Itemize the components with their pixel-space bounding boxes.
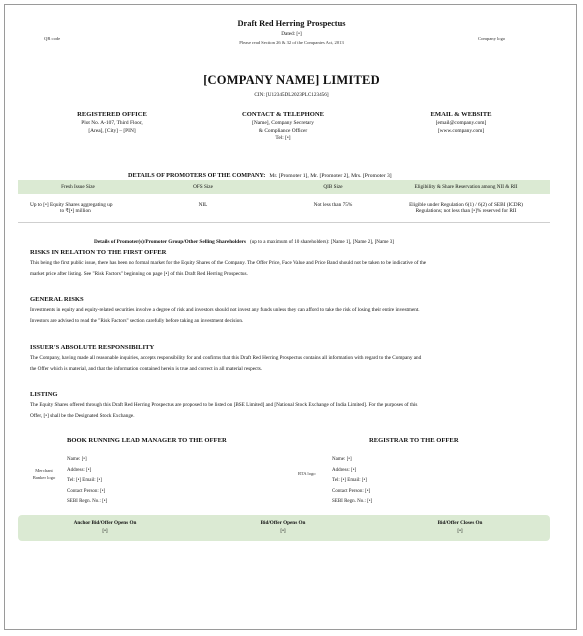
- bid-closes-value: [•]: [457, 528, 463, 534]
- bid-closes-label: Bid/Offer Closes On: [437, 520, 483, 526]
- registrar-name: Name: [•]: [332, 457, 352, 462]
- company-website: [www.company.com]: [437, 127, 485, 134]
- section-issuer-responsibility: [30, 344, 542, 374]
- registrar-sebi-regn: SEBI Regn. No.: [•]: [332, 499, 373, 504]
- brlm-address: Address: [•]: [67, 467, 92, 473]
- rta-logo-placeholder: RTA logo: [298, 471, 316, 476]
- email-website-block: [391, 111, 531, 135]
- qr-code-placeholder: QR code: [44, 36, 61, 41]
- registrar-tel-email: Tel: [•] Email: [•]: [332, 478, 367, 483]
- statutory-note: Please read Section 26 & 32 of the Companies Act, 2013: [239, 40, 344, 45]
- brlm-name: Name: [•]: [67, 457, 87, 462]
- registrar-address: Address: [•]: [332, 467, 357, 473]
- risks-first-line2: market price after listing. See "Risk Factors" beginning on page [•] of this Draft Red Herring Prospectus.: [30, 270, 248, 277]
- issuer-title: ISSUER'S ABSOLUTE RESPONSIBILITY: [30, 344, 155, 351]
- general-risks-title: GENERAL RISKS: [30, 296, 84, 303]
- company-name: [COMPANY NAME] LIMITED: [203, 73, 380, 87]
- listing-line1: The Equity Shares offered through this Draft Red Herring Prospectus are proposed to be listed on [BSE Limited] and [National Stock Exchange of India Limited]. For the purposes of this: [30, 402, 418, 408]
- contact-block: [213, 111, 353, 143]
- anchor-bid-block: [30, 520, 180, 534]
- bid-opens-label: Bid/Offer Opens On: [260, 520, 306, 526]
- registered-office-line2: [Area], [City] – [PIN]: [88, 127, 136, 134]
- header-eligibility: Eligibility & Share Reservation among NII & RII: [414, 184, 518, 190]
- header-fresh-issue: Fresh Issue Size: [61, 184, 95, 190]
- email-website-title: EMAIL & WEBSITE: [430, 111, 492, 118]
- listing-title: LISTING: [30, 391, 58, 398]
- selling-value: (up to a maximum of 10 shareholders): [Name 1], [Name 2], [Name 3]: [249, 239, 394, 245]
- merchant-banker-logo-placeholder: [22, 468, 66, 481]
- general-risks-line2: Investors are advised to read the "Risk Factors" section carefully before taking an investment decision.: [30, 317, 244, 324]
- contact-line3: Tel: [•]: [275, 135, 291, 142]
- cell-qib: Not less than 75%: [313, 202, 353, 208]
- brlm-tel-email: Tel: [•] Email: [•]: [67, 478, 102, 483]
- registrar-details: [332, 455, 372, 508]
- promoters-value: Mr. [Promoter 1], Mr. [Promoter 2], Mrs. [Promoter 3]: [269, 173, 392, 179]
- selling-label: Details of Promoter(s)/Promoter Group/Other Selling Shareholders: [94, 239, 246, 245]
- registered-office-line1: Plot No. A-107, Third Floor,: [81, 120, 143, 126]
- cell-eligibility: [382, 202, 550, 215]
- document-title: Draft Red Herring Prospectus: [237, 19, 346, 28]
- issuer-line1: The Company, having made all reasonable inquiries, accepts responsibility for and confirms that this Draft Red Herring Prospectus contains all information with regard to the Company and: [30, 355, 422, 361]
- risks-first-title: RISKS IN RELATION TO THE FIRST OFFER: [30, 249, 167, 256]
- selling-shareholders: [94, 230, 544, 248]
- eligibility-line2: Regulations; not less than [•]% reserved for RII: [415, 208, 517, 215]
- brlm-sebi-regn: SEBI Regn. No.: [•]: [67, 499, 108, 504]
- section-risks-first-offer: [30, 249, 542, 279]
- anchor-bid-label: Anchor Bid/Offer Opens On: [73, 520, 137, 526]
- eligibility-line1: Eligible under Regulation 6(1) / 6(2) of SEBI (ICDR): [409, 202, 523, 208]
- issuer-line2: the Offer which is material, and that the information contained herein is true and correct in all material respects.: [30, 365, 263, 372]
- header-ofs: OFS Size: [193, 184, 213, 190]
- bid-opens-value: [•]: [280, 528, 286, 534]
- brlm-title: BOOK RUNNING LEAD MANAGER TO THE OFFER: [67, 437, 227, 444]
- header-qib: QIB Size: [323, 184, 343, 190]
- brlm-details: [67, 455, 107, 508]
- bid-opens-block: [208, 520, 358, 534]
- general-risks-line1: Investments in equity and equity-related securities involve a degree of risk and investors should not invest any funds unless they can afford to take the risk of losing their entire investment.: [30, 307, 420, 313]
- contact-line1: [Name], Company Secretary: [252, 120, 314, 126]
- fresh-issue-line2: to ₹[•] million: [60, 208, 91, 215]
- brlm-contact-person: Contact Person: [•]: [67, 488, 106, 494]
- cell-fresh-issue: [30, 202, 140, 215]
- listing-line2: Offer, [•] shall be the Designated Stock Exchange.: [30, 412, 135, 419]
- contact-line2: & Compliance Officer: [258, 127, 308, 134]
- company-cin: CIN: [U12345DL2023PLC123456]: [254, 92, 329, 98]
- company-email: [email@company.com]: [435, 120, 487, 126]
- document-date: Dated: [•]: [281, 31, 302, 37]
- registered-office-title: REGISTERED OFFICE: [77, 111, 147, 118]
- bid-closes-block: [385, 520, 535, 534]
- section-listing: [30, 391, 542, 421]
- registered-office-block: [42, 111, 182, 135]
- table-divider: [18, 222, 550, 223]
- fresh-issue-line1: Up to [•] Equity Shares aggregating up: [30, 202, 113, 208]
- merchant-logo-line2: Banker logo: [32, 474, 56, 480]
- section-general-risks: [30, 296, 542, 326]
- registrar-title: REGISTRAR TO THE OFFER: [369, 437, 459, 444]
- merchant-logo-line1: Merchant: [35, 468, 53, 473]
- contact-title: CONTACT & TELEPHONE: [241, 111, 325, 118]
- company-logo-placeholder: Company logo: [478, 36, 506, 41]
- registrar-contact-person: Contact Person: [•]: [332, 488, 371, 494]
- promoters-label: DETAILS OF PROMOTERS OF THE COMPANY:: [128, 172, 266, 179]
- risks-first-line1: This being the first public issue, there has been no formal market for the Equity Shares of the Company. The Offer Price, Face Value and Price Band should not be taken to be indicative of the: [30, 260, 427, 266]
- anchor-bid-value: [•]: [102, 528, 108, 534]
- cell-ofs: NIL: [198, 202, 208, 208]
